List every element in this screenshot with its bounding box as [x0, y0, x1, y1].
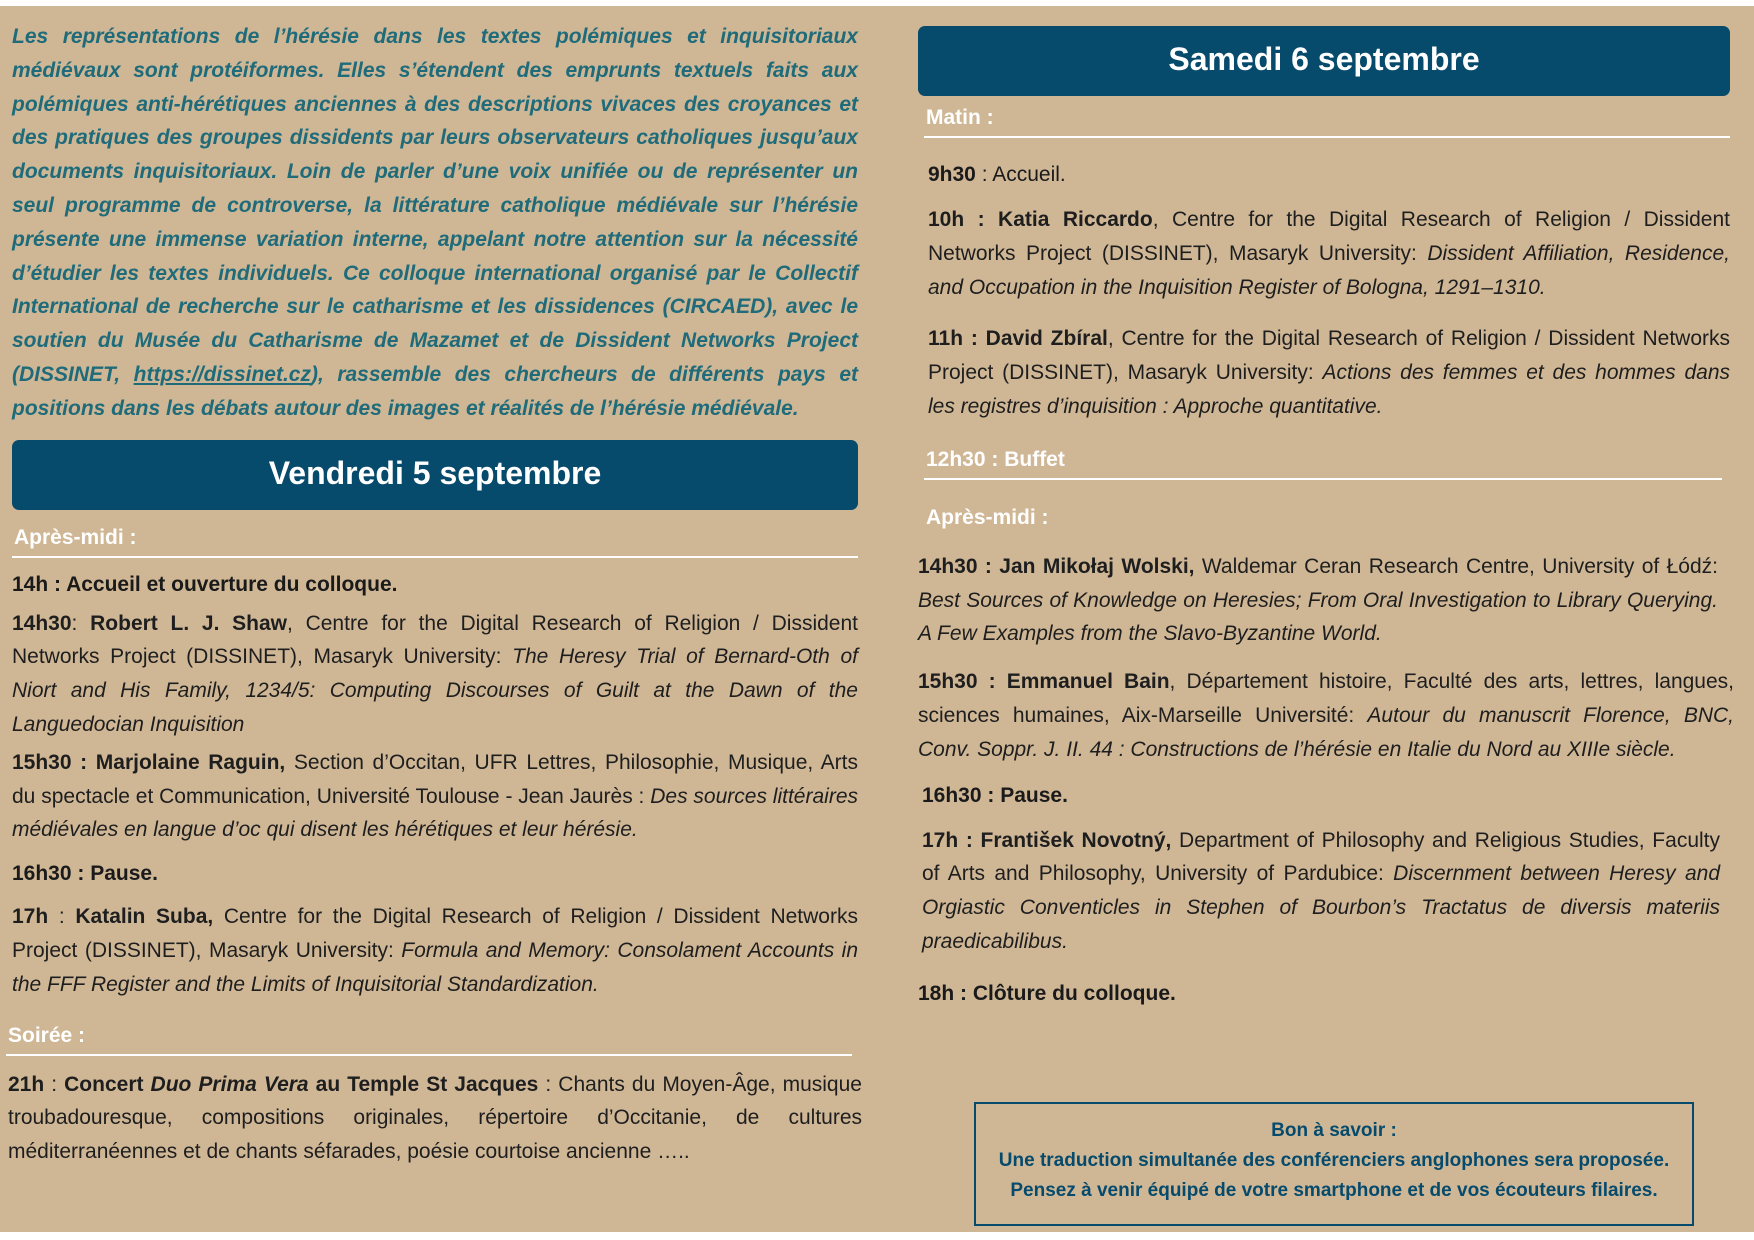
saturday-lunch-heading: 12h30 : Buffet: [924, 444, 1722, 480]
talk-title: Dissident Affiliation, Residence, and Occupation in the Inquisition Register of Bologna, 1291–1310.: [928, 241, 1730, 299]
talk-affiliation: , Département histoire, Faculté des arts, lettres, langues, sciences humaines, Aix-Marseille Université:: [918, 670, 1734, 727]
info-translation: Une traduction simultanée des conférenciers anglophones sera proposée.: [998, 1150, 1670, 1171]
concert-separator: :: [44, 1072, 65, 1096]
talk-speaker: 15h30 : Emmanuel Bain: [918, 670, 1170, 694]
talk-time: 17h: [12, 905, 49, 929]
friday-concert: [8, 1068, 862, 1169]
saturday-talk-wolski: [918, 550, 1718, 651]
talk-speaker: Katalin Suba,: [75, 905, 214, 929]
talk-title: Autour du manuscrit Florence, BNC, Conv. Soppr. J. II. 44 : Constructions de l’hérésie en Italie du Nord au XIIIe siècle.: [918, 703, 1734, 761]
right-column: [918, 26, 1734, 1010]
concert-time: 21h: [8, 1072, 45, 1096]
talk-speaker: 10h : Katia Riccardo: [928, 208, 1153, 231]
saturday-talk-riccardo: [928, 203, 1730, 304]
saturday-closing: 18h : Clôture du colloque.: [918, 981, 1176, 1005]
left-column: [8, 20, 862, 1169]
intro-paragraph: [12, 20, 858, 426]
friday-welcome: 14h : Accueil et ouverture du colloque.: [12, 572, 398, 596]
concert-label: Concert: [64, 1072, 151, 1096]
saturday-afternoon-heading: Après-midi :: [926, 505, 1049, 529]
talk-title: Formula and Memory: Consolament Accounts in the FFF Register and the Limits of Inquisitorial Standardization.: [12, 938, 859, 996]
talk-affiliation: Section d’Occitan, UFR Lettres, Philosophie, Musique, Arts du spectacle et Communication, Université Toulouse - Jean Jaurès :: [12, 750, 859, 808]
talk-separator: :: [48, 905, 76, 929]
talk-title: Des sources littéraires médiévales en langue d’oc qui disent les hérétiques et leur hérésie.: [12, 784, 858, 842]
talk-affiliation: Department of Philosophy and Religious Studies, Faculty of Arts and Philosophy, University of Pardubice:: [922, 828, 1720, 886]
intro-text-start: Les représentations de l’hérésie dans les textes polémiques et inquisitoriaux médiévaux sont protéiformes. Elles s’étendent des emprunts textuels faits aux polémiques anti-hérétiques anciennes à des descriptions vivaces des croyances et des pratiques des groupes dissidents par leurs observateurs catholiques jusqu’aux documents inquisitoriaux. Loin de parler d’une voix unifiée ou de représenter un seul programme de controverse, la littérature catholique médiévale sur l’hérésie présente une immense variation interne, appelant notre attention sur la nécessité d’étudier les textes individuels. Ce colloque international organisé par le Collectif International de recherche sur le catharisme et les dissidences (CIRCAED), avec le soutien du Musée du Catharisme de Mazamet et de Dissident Networks Project (DISSINET,: [12, 25, 858, 386]
welcome-time: 9h30: [928, 163, 976, 186]
friday-afternoon-heading: Après-midi :: [12, 522, 858, 558]
saturday-talk-novotny: [922, 824, 1720, 959]
talk-title: Best Sources of Knowledge on Heresies; From Oral Investigation to Library Querying. A Few Examples from the Slavo-Byzantine World.: [918, 588, 1718, 646]
program-page: [0, 6, 1754, 1232]
saturday-welcome: [928, 158, 1730, 191]
intro-text-end: ), rassemble des chercheurs de différents pays et positions dans les débats autour des images et réalités de l’hérésie médiévale.: [12, 362, 858, 420]
saturday-talk-zbiral: [928, 322, 1730, 423]
saturday-banner: Samedi 6 septembre: [918, 26, 1730, 96]
saturday-morning-heading: Matin :: [924, 102, 1730, 138]
talk-affiliation: Waldemar Ceran Research Centre, University of Łódź:: [1194, 554, 1719, 578]
talk-title: Discernment between Heresy and Orgiastic Conventicles in Stephen of Bourbon’s Tractatus de diversis materiis praedicabilibus.: [922, 862, 1720, 953]
friday-talk-shaw: [12, 607, 858, 742]
info-title: Bon à savoir :: [1271, 1120, 1397, 1141]
talk-speaker: 17h : František Novotný,: [922, 828, 1172, 852]
friday-banner: Vendredi 5 septembre: [12, 440, 858, 510]
good-to-know-box: [974, 1102, 1694, 1226]
info-equipment: Pensez à venir équipé de votre smartphone et de vos écouteurs filaires.: [1010, 1180, 1658, 1201]
saturday-pause: 16h30 : Pause.: [922, 783, 1068, 807]
friday-talk-suba: [12, 900, 858, 1001]
friday-evening-heading: Soirée :: [6, 1020, 852, 1056]
talk-affiliation: , Centre for the Digital Research of Religion / Dissident Networks Project (DISSINET), Masaryk University:: [928, 327, 1730, 385]
talk-affiliation: Centre for the Digital Research of Religion / Dissident Networks Project (DISSINET), Masaryk University:: [12, 905, 858, 962]
friday-talk-raguin: [12, 746, 858, 847]
talk-speaker: 14h30 : Jan Mikołaj Wolski,: [918, 554, 1195, 578]
dissinet-link[interactable]: https://dissinet.cz: [133, 362, 311, 386]
concert-description: : Chants du Moyen-Âge, musique troubadouresque, compositions originales, répertoire d’Occitanie, de cultures méditerranéennes et de chants séfarades, poésie courtoise ancienne …..: [8, 1072, 862, 1164]
welcome-text: : Accueil.: [975, 163, 1066, 186]
talk-speaker: 15h30 : Marjolaine Raguin,: [12, 750, 286, 774]
talk-title: The Heresy Trial of Bernard-Oth of Niort and His Family, 1234/5: Computing Discourses of Guilt at the Dawn of the Languedocian Inquisition: [12, 645, 858, 736]
concert-band: Duo Prima Vera: [150, 1072, 309, 1096]
talk-speaker: Robert L. J. Shaw: [90, 611, 288, 635]
talk-title: Actions des femmes et des hommes dans les registres d’inquisition : Approche quantitative.: [928, 361, 1730, 418]
friday-pause: 16h30 : Pause.: [12, 862, 158, 886]
talk-separator: :: [71, 611, 91, 635]
talk-affiliation: , Centre for the Digital Research of Religion / Dissident Networks Project (DISSINET), Masaryk University:: [12, 611, 858, 669]
saturday-talk-bain: [918, 665, 1734, 766]
concert-place: au Temple St Jacques: [308, 1072, 539, 1096]
talk-affiliation: , Centre for the Digital Research of Religion / Dissident Networks Project (DISSINET), Masaryk University:: [928, 208, 1730, 265]
talk-speaker: 11h : David Zbíral: [928, 327, 1108, 351]
talk-time: 14h30: [12, 611, 72, 635]
